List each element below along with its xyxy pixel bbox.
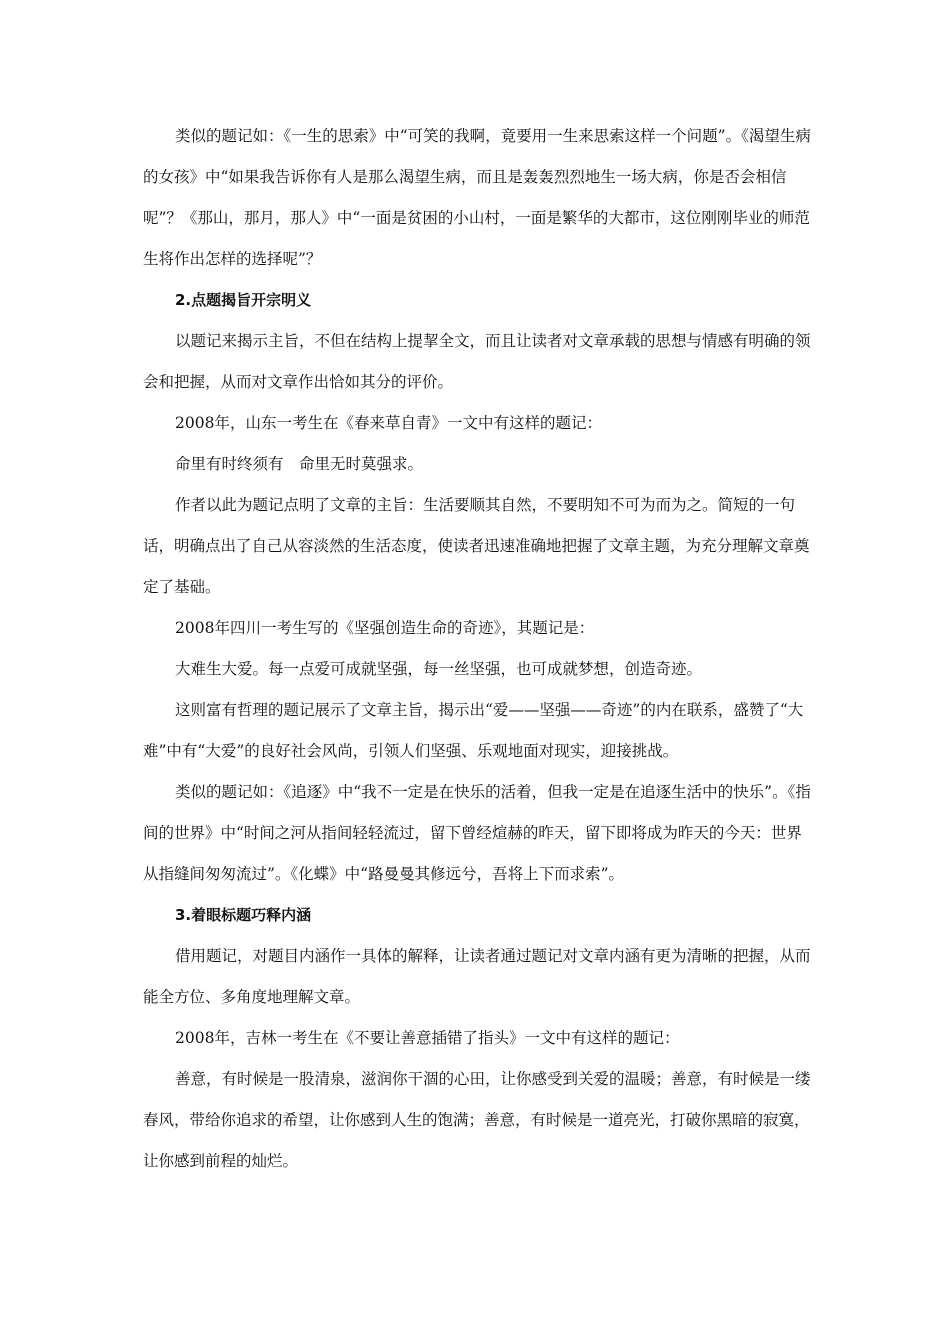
- section-heading: 2.点题揭旨开宗明义: [175, 291, 312, 309]
- paragraph: 2008年，吉林一考生在《不要让善意插错了指头》一文中有这样的题记：: [175, 1029, 680, 1047]
- paragraph: 作者以此为题记点明了文章的主旨：生活要顺其自然，不要明知不可为而为之。简短的一句话，明确点出了自己从容淡然的生活态度，使读者迅速准确地把握了文章主题，为充分理解文章奠定了基础。: [143, 496, 810, 596]
- paragraph: 2008年四川一考生写的《坚强创造生命的奇迹》，其题记是：: [175, 619, 595, 637]
- section-heading: 3.着眼标题巧释内涵: [175, 906, 312, 924]
- paragraph: 2008年，山东一考生在《春来草自青》一文中有这样的题记：: [175, 414, 602, 432]
- paragraph: 命里有时终须有 命里无时莫强求。: [175, 455, 424, 473]
- paragraph: 类似的题记如：《追逐》中“我不一定是在快乐的活着，但我一定是在追逐生活中的快乐”。《指间的世界》中“时间之河从指间轻轻流过，留下曾经煊赫的昨天，留下即将成为昨天的今天：世界从指缝间匆匆流过”。《化蝶》中“路曼曼其修远兮，吾将上下而求索”。: [143, 783, 811, 883]
- document-body: [143, 116, 811, 1182]
- paragraph: 大难生大爱。每一点爱可成就坚强，每一丝坚强，也可成就梦想，创造奇迹。: [175, 660, 703, 678]
- paragraph: 借用题记，对题目内涵作一具体的解释，让读者通过题记对文章内涵有更为清晰的把握，从而能全方位、多角度地理解文章。: [143, 947, 811, 1006]
- paragraph: 以题记来揭示主旨，不但在结构上提挈全文，而且让读者对文章承载的思想与情感有明确的领会和把握，从而对文章作出恰如其分的评价。: [143, 332, 811, 391]
- paragraph: 类似的题记如：《一生的思索》中“可笑的我啊，竟要用一生来思索这样一个问题”。《渴望生病的女孩》中“如果我告诉你有人是那么渴望生病，而且是轰轰烈烈地生一场大病，你是否会相信呢”？《那山，那月，那人》中“一面是贫困的小山村，一面是繁华的大都市，这位刚刚毕业的师范生将作出怎样的选择呢”？: [143, 127, 811, 268]
- paragraph: 善意，有时候是一股清泉，滋润你干涸的心田，让你感受到关爱的温暖；善意，有时候是一缕春风，带给你追求的希望，让你感到人生的饱满；善意，有时候是一道亮光，打破你黑暗的寂寞，让你感到前程的灿烂。: [143, 1070, 811, 1170]
- paragraph: 这则富有哲理的题记展示了文章主旨，揭示出“爱——坚强——奇迹”的内在联系，盛赞了“大难”中有“大爱”的良好社会风尚，引领人们坚强、乐观地面对现实，迎接挑战。: [143, 701, 804, 760]
